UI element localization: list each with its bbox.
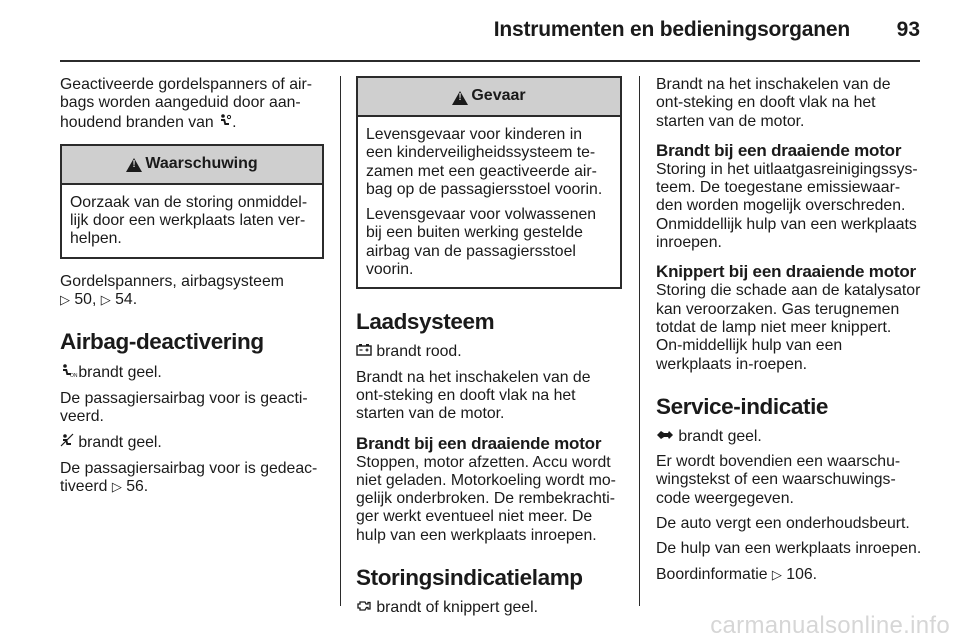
header-rule [60,60,920,62]
page-ref[interactable]: 56. [126,477,149,495]
section-heading: Service-indicatie [656,393,829,419]
page-ref[interactable]: 50 [74,291,92,309]
mil-icon-line: brandt of knippert geel. [356,599,622,617]
page-ref[interactable]: 54 [115,291,133,309]
mil-flash-text: Storing die schade aan de katalysator kan veroorzaken. Gas terugnemen totdat de lamp niet meer knippert. On-middellijk hulp van een werkplaats in-roepen. [656,282,921,373]
airbag-passenger-icon [60,363,78,380]
page-ref[interactable]: 106. [786,565,818,583]
mil-running-text: Storing in het uitlaatgasreinigingssys-teem. De toegestane emissiewaar-den worden mogelijk overschreden. Onmiddellijk hulp van een werkplaats inroepen. [656,160,918,252]
warning-body: Oorzaak van de storing onmiddel-lijk door een werkplaats laten ver-helpen. [70,193,308,248]
service-text: Er wordt bovendien een waarschu-wingstekst of een waarschuwings-code weergegeven. [656,453,901,507]
danger-header: ! Gevaar [358,78,620,117]
page-reference-arrow-icon: ▷ [100,292,111,308]
airbag-on-line: ON brandt geel. [60,363,324,382]
warning-header: ! Waarschuwing [62,146,322,185]
battery-icon [356,343,372,358]
charging-icon-line: brandt rood. [356,343,622,361]
watermark: carmanualsonline.info [710,612,950,639]
mil-text: Brandt na het inschakelen van de ont-steking en dooft vlak na het starten van de motor. [656,76,891,130]
danger-box [356,76,622,289]
service-text: De hulp van een werkplaats inroepen. [656,540,922,558]
page-number: 93 [896,18,920,41]
charging-text: Brandt na het inschakelen van de ont-steking en dooft vlak na het starten van de motor. [356,368,591,423]
danger-body: Levensgevaar voor kinderen in een kinderveiligheidssysteem te-zamen met een geactiveerde air-bag op de passagiersstoel voorin. Levensgevaar voor volwassenen bij een buiten werking gestelde airbag van de passagiersstoel voorin. [366,126,603,279]
warning-triangle-icon [126,158,142,172]
column-middle [356,76,622,624]
airbag-off-line: brandt geel. [60,433,324,452]
column-divider [340,76,341,606]
charging-running-text: Stoppen, motor afzetten. Accu wordt niet geladen. Motorkoeling wordt mo-gelijk onderbroken. De rembekrachti-ger werkt eventueel niet meer. De hulp van een werkplaats inroepen. [356,453,616,544]
subsection-heading: Knippert bij een draaiende motor [656,262,916,282]
column-left [60,76,324,503]
section-heading: Airbag-deactivering [60,329,264,355]
airbag-passenger-icon [218,113,232,129]
page-reference-arrow-icon: ▷ [111,478,122,494]
airbag-active-text: De passagiersairbag voor is geacti-veerd. [60,389,308,425]
page-reference-arrow-icon: ▷ [60,292,70,308]
page-header [60,14,920,44]
see-also: Gordelspanners, airbagsysteem ▷ 50, ▷ 54. [60,272,284,309]
page-reference-arrow-icon: ▷ [771,566,782,582]
section-heading: Storingsindicatielamp [356,565,583,591]
service-icon-line: brandt geel. [656,428,922,446]
subsection-heading: Brandt bij een draaiende motor [356,433,602,453]
svg-text:ON: ON [70,373,78,380]
warning-box [60,144,324,259]
section-heading: Laadsysteem [356,309,495,335]
warning-triangle-icon [452,91,468,105]
column-divider [639,76,640,606]
airbag-deactivated-text: De passagiersairbag voor is gedeac-tiveerd ▷ 56. [60,459,318,495]
column-right [656,76,922,591]
service-ref-line: Boordinformatie ▷ 106. [656,565,818,583]
service-text: De auto vergt een onderhoudsbeurt. [656,515,910,533]
wrench-icon [656,429,674,443]
subsection-heading: Brandt bij een draaiende motor [656,140,902,160]
page-title: Instrumenten en bedieningsorganen [493,18,850,41]
airbag-off-icon [60,433,74,449]
engine-check-icon [356,599,372,614]
intro-paragraph: Geactiveerde gordelspanners of air-bags worden aangeduid door aan-houdend branden van . [60,76,313,131]
